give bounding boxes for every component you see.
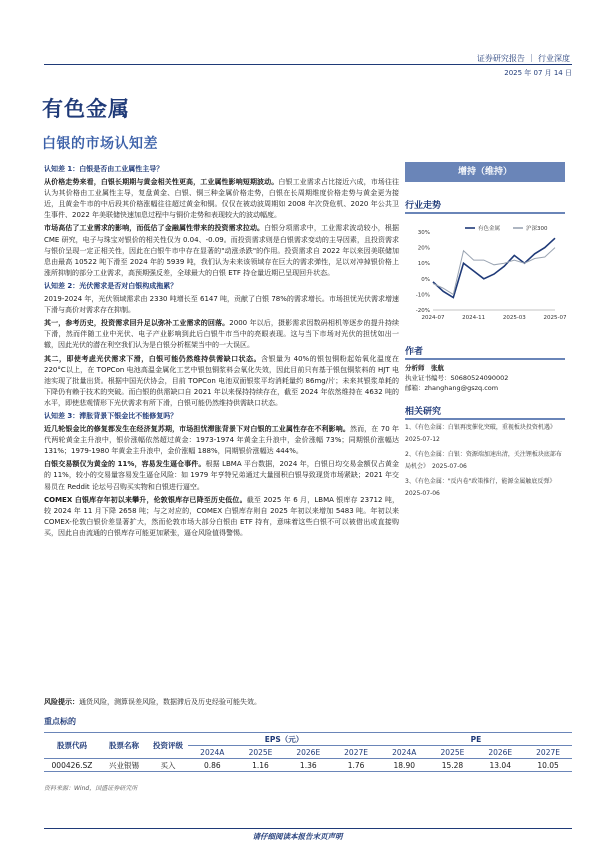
y-tick-label: -10% — [415, 292, 430, 299]
risk-warning: 风险提示：通货风险，测算误差风险，数据滞后及历史经验可能失效。 — [44, 698, 261, 706]
col-pe: PE — [380, 733, 572, 746]
series-line-1 — [433, 248, 555, 295]
stocks-table — [44, 732, 572, 772]
eps-value: 1.76 — [332, 759, 380, 772]
y-tick-label: 30% — [417, 230, 430, 236]
x-tick-label: 2024-07 — [421, 315, 445, 321]
trend-divider — [405, 212, 565, 214]
year-header: 2024A — [188, 746, 237, 759]
col-name: 股票名称 — [100, 733, 148, 759]
x-tick-label: 2025-07 — [543, 315, 567, 321]
related-divider — [405, 418, 565, 420]
author-section-title: 作者 — [405, 347, 424, 357]
pe-value: 18.90 — [380, 759, 429, 772]
question-3: 认知差 3：滞胀背景下银金比不能修复吗？ — [44, 411, 178, 420]
eps-value: 0.86 — [188, 759, 237, 772]
related-item[interactable]: 3、《有色金属："反内卷"政策推行，能源金属触底反弹》 2025-07-06 — [405, 478, 559, 497]
eps-value: 1.16 — [237, 759, 285, 772]
legend-label: 沪深300 — [526, 226, 548, 232]
report-subtitle: 白银的市场认知差 — [42, 136, 158, 152]
y-tick-label: 0% — [421, 276, 430, 283]
paragraph-1: 从价格走势来看，白银长期期与黄金相关性更高，工业属性影响短期波动。白银工业需求占比接近六成，市场往往认为其价格由工业属性主导，复盘黄金、白银、铜三种金属价格走势，白银在长周期维度价格走势与黄金更为接近，且黄金牛市的中后段其价格涨幅往往超过黄金和铜。仅仅在被动波周期如 2008 年次贷危机、2020 年公共卫生事件、2022 年美联储快速加息过程中与铜价走势和表现较大的波动幅度。 — [44, 178, 400, 220]
col-code: 股票代码 — [44, 733, 100, 759]
pe-value: 15.28 — [429, 759, 477, 772]
eps-value: 1.36 — [284, 759, 332, 772]
pe-value: 13.04 — [476, 759, 524, 772]
year-header: 2025E — [429, 746, 477, 759]
report-type-tag: 证券研究报告 ｜ 行业深度 — [476, 54, 570, 63]
paragraph-4: 其一，参考历史，投资需求回升足以弥补工业需求的回落。2000 年以后，摄影需求因数码相机等逐步的提升持续下滑，然而伴随工业中光伏、电子产业影响到此后白银牛市当中的亮眼表现。这与当下市场对光伏的担忧如出一辙，因此光伏的潜在利空我们认为是白银分析框架当中的一大误区。 — [44, 319, 399, 350]
stock-rating: 买入 — [148, 759, 188, 772]
year-header: 2026E — [476, 746, 524, 759]
stocks-section-title: 重点标的 — [44, 717, 76, 726]
year-header: 2026E — [284, 746, 332, 759]
paragraph-2: 市场高估了工业需求的影响，而低估了金融属性带来的投资需求拉动。白银分项需求中，工业需求波动较小，根据 CME 研究，电子与珠宝对银价的相关性仅为 0.04、-0.09。而投资需求则是白银需求变动的主导因素，且投资需求与银价呈现一定正相关性，因此在白银牛市中存在显著的"动涨杀跌"的作用。投资需求自 2022 年以来因美联储加息由最高 10522 吨下滑至 2024 年的 5939 吨，我们认为未来该领域存在巨大的需求弹性，足以对冲掉银价格上涨所抑制的部分工业需求，高预期强反差，全球最大的白银 ETF 持仓量近期已呈现回升状态。 — [44, 224, 400, 277]
table-row — [44, 759, 572, 772]
year-header: 2027E — [524, 746, 572, 759]
table-source: 资料来源：Wind，国盛证券研究所 — [44, 785, 138, 792]
related-section-title: 相关研究 — [405, 407, 442, 417]
paragraph-6: 近几轮银金比的修复都发生在经济复苏期，市场担忧滞胀背景下对白银的工业属性存在不利影响。然而，在 70 年代两轮黄金主升浪中，银价涨幅依然超过黄金：1973-1974 年黄金主升浪中，金价涨幅 73%；同期银价涨幅达 131%；1979-1980 年黄金主升浪中，金价涨幅 188%，同期银价涨幅达 444%。 — [44, 425, 400, 456]
stock-name: 兴业银锡 — [100, 759, 148, 772]
stock-code: 000426.SZ — [44, 759, 100, 772]
question-1: 认知差 1：白银是否由工业属性主导？ — [44, 165, 164, 173]
y-tick-label: 10% — [417, 261, 430, 268]
year-header: 2025E — [237, 746, 285, 759]
col-rating: 投资评级 — [148, 733, 188, 759]
header-divider — [44, 64, 572, 65]
y-tick-label: -20% — [415, 308, 430, 314]
report-body — [44, 164, 399, 541]
year-header: 2024A — [380, 746, 429, 759]
related-item[interactable]: 2、《有色金属：白银：资源端加速出清，关注锂板块底部布局机会》 2025-07-06 — [405, 451, 562, 470]
trend-section-title: 行业走势 — [405, 201, 442, 211]
paragraph-8: COMEX 白银库存年初以来攀升，伦敦银库存已降至历史低位。截至 2025 年 6 月，LBMA 银库存 23712 吨，较 2024 年 11 月下降 2658 吨；与之对应的，COMEX 白银库存则自 2025 年初以来增加 5483 吨。年初以来 COMEX-伦敦白银价差显著扩大，然而伦敦市场大部分白银由 ETF 持有，意味着这些白银不可以被借出或直接购买，因此自由流通的白银库存可能更加紧张，逼仓风险值得警惕。 — [44, 495, 399, 537]
paragraph-7: 白银交易额仅为黄金的 11%，容易发生逼仓事件。根据 LBMA 平台数据，2024 年，白银日均交易金额仅占黄金的 11%，较小的交易量容易发生逼仓风险：如 1979 年亨特兄弟通过大量囤积白银导致现货市场紧缺；2021 年交易员在 Reddit 论坛号召购买实物和白银进行逼空。 — [44, 460, 399, 491]
question-2: 认知差 2：光伏需求是否对白银构成拖累？ — [44, 281, 178, 290]
year-header: 2027E — [332, 746, 380, 759]
author-divider — [405, 358, 565, 360]
legend-label: 有色金属 — [478, 226, 501, 232]
paragraph-3: 2019-2024 年，光伏领域需求由 2330 吨增长至 6147 吨，贡献了白银 78%的需求增长。市场担忧光伏需求增速下滑与高价对需求存在抑制。 — [44, 295, 399, 315]
y-tick-label: 20% — [417, 245, 430, 252]
x-tick-label: 2025-03 — [502, 315, 526, 321]
report-title: 有色金属 — [42, 97, 130, 121]
series-line-0 — [433, 238, 555, 297]
footer-divider — [44, 828, 572, 829]
related-item[interactable]: 1、《有色金属：白银再度催化突破，重视板块投资机遇》 2025-07-12 — [405, 424, 559, 443]
col-eps: EPS（元） — [188, 733, 380, 746]
report-date: 2025 年 07 月 14 日 — [504, 69, 572, 77]
pe-value: 10.05 — [524, 759, 572, 772]
x-tick-label: 2024-11 — [462, 315, 486, 321]
footer-disclaimer[interactable]: 请仔细阅读本报告末页声明 — [252, 832, 343, 841]
trend-chart — [405, 218, 567, 336]
author-info: 分析师 张航 执业证书编号：S0680524090002 邮箱：zhanghang@gszq.com — [405, 364, 509, 392]
related-list — [405, 422, 565, 500]
paragraph-5: 其二，即使考虑光伏需求下滑，白银可能仍然维持供需缺口状态。含银量为 40%的银包铜粉起始氧化温度在 220°C以上，在 TOPCon 电池高温金属化工艺中银包铜浆料会氧化失效，因此目前只有基于银包铜浆料的 HJT 电池实现了批量出货。根据中国光伏协会，目前 TOPCon 电池双面银浆平均消耗量约 86mg/片；未来其银浆单耗的下降仍有赖于技术的突破。而白银的供需缺口自 2021 年以来保持持续存在，截至 2024 年依然维持在 4632 吨的水平，即使悲观情形下光伏需求有所下滑，白银可能仍然维持供需缺口状态。 — [44, 354, 399, 407]
rating-badge: 增持（维持） — [405, 162, 565, 182]
